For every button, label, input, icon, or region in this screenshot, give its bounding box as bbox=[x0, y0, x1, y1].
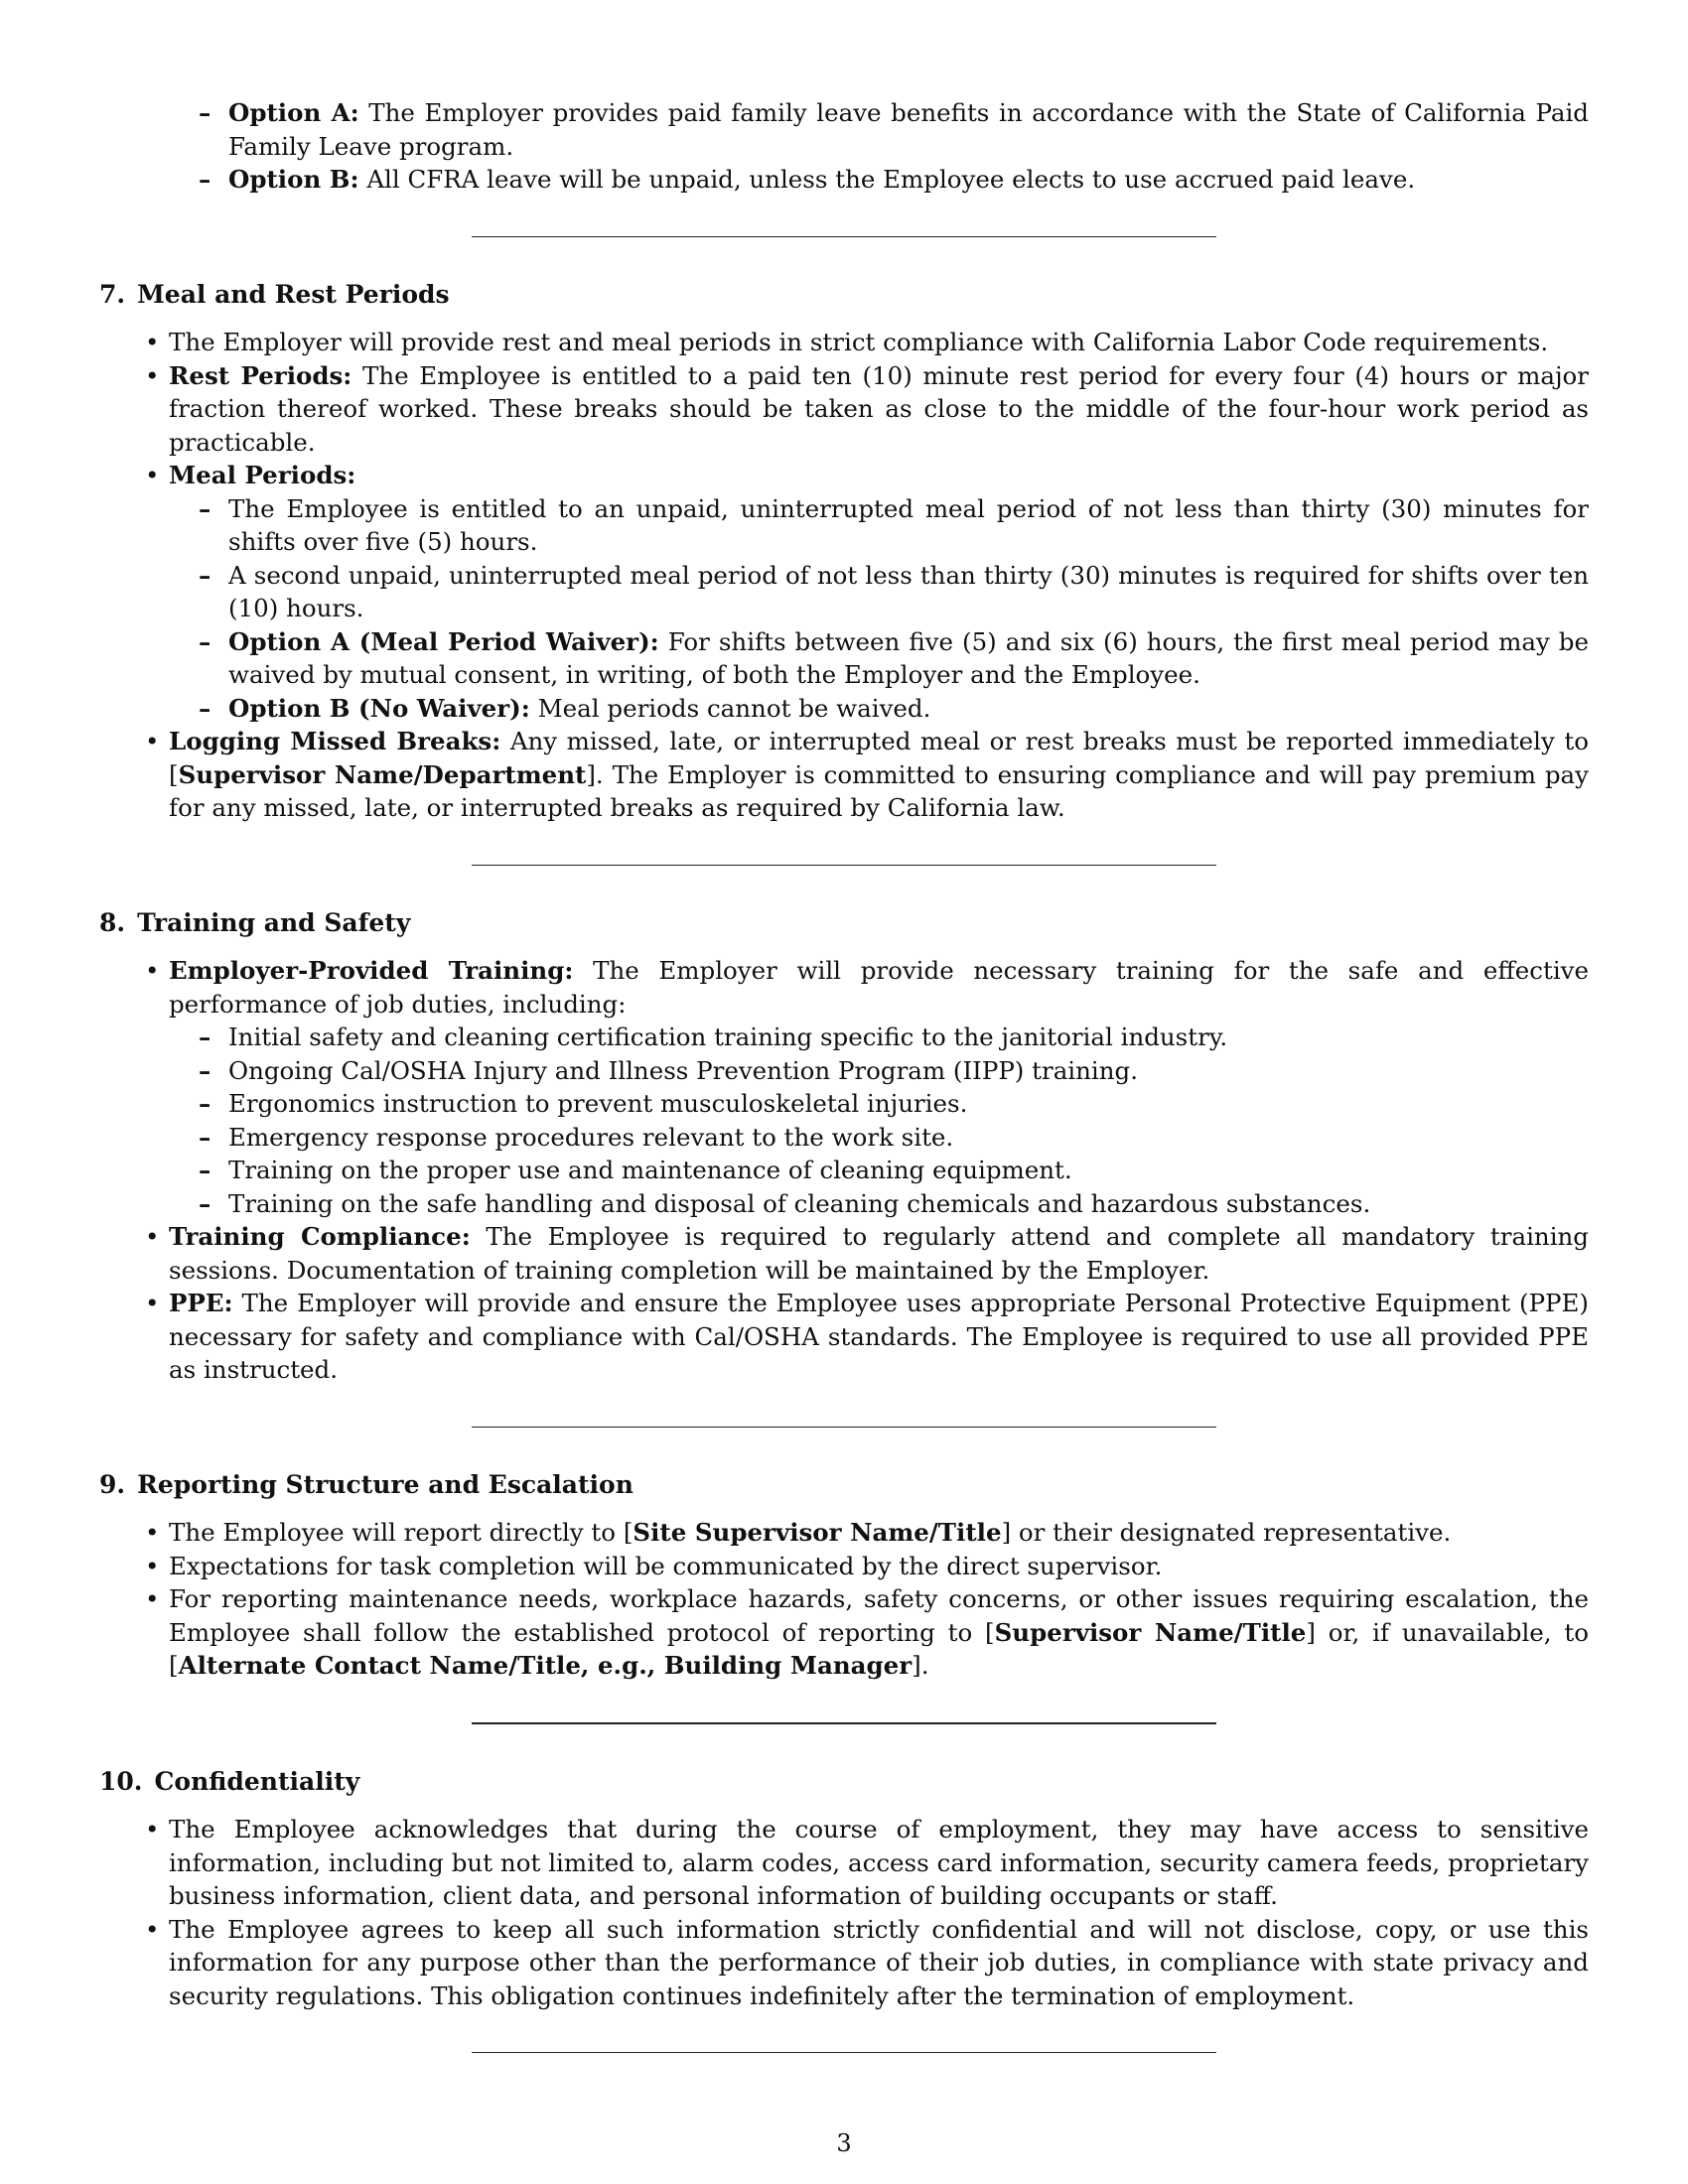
list-item: • Training Compliance: The Employee is required to regularly attend and complete all mandatory training sessions. Documentation of training completion will be maintained by the Employer. bbox=[99, 1220, 1589, 1287]
list-item: – Option A: The Employer provides paid family leave benefits in accordance with the State of California Paid Family Leave program. bbox=[99, 96, 1589, 163]
confidentiality-list bbox=[99, 1813, 1589, 2012]
list-item: • Employer-Provided Training: The Employer will provide necessary training for the safe and effective performance of job duties, including: bbox=[99, 954, 1589, 1021]
list-item: – Training on the safe handling and disposal of cleaning chemicals and hazardous substances. bbox=[99, 1187, 1589, 1221]
list-item: – A second unpaid, uninterrupted meal period of not less than thirty (30) minutes is required for shifts over ten (10) hours. bbox=[99, 559, 1589, 625]
section-divider bbox=[472, 1722, 1216, 1724]
list-item: • The Employee agrees to keep all such information strictly confidential and will not disclose, copy, or use this information for any purpose other than the performance of their job duties, in compliance with state privacy and security regulations. This obligation continues indefinitely after the termination of employment. bbox=[99, 1913, 1589, 2013]
section-divider bbox=[472, 236, 1216, 237]
placeholder-field: Supervisor Name/Department bbox=[178, 759, 587, 789]
reporting-list bbox=[99, 1516, 1589, 1683]
section-divider bbox=[472, 2052, 1216, 2053]
list-item: – Emergency response procedures relevant to the work site. bbox=[99, 1121, 1589, 1155]
list-item: • The Employee will report directly to [Site Supervisor Name/Title] or their designated representative. bbox=[99, 1516, 1589, 1550]
placeholder-field: Supervisor Name/Title bbox=[994, 1617, 1307, 1647]
cfra-options-list bbox=[99, 96, 1589, 197]
list-item: • For reporting maintenance needs, workplace hazards, safety concerns, or other issues requiring escalation, the Employee shall follow the established protocol of reporting to [Supervisor Name/Title] or, if unavailable, to [Alternate Contact Name/Title, e.g., Building Manager]. bbox=[99, 1582, 1589, 1683]
section-divider bbox=[472, 865, 1216, 866]
section-heading-training-safety: 8. Training and Safety bbox=[99, 907, 411, 937]
section-divider bbox=[472, 1427, 1216, 1428]
list-item: – Option B: All CFRA leave will be unpaid, unless the Employee elects to use accrued paid leave. bbox=[99, 163, 1589, 197]
list-item: – Option B (No Waiver): Meal periods cannot be waived. bbox=[99, 692, 1589, 726]
list-item: – Option A (Meal Period Waiver): For shifts between five (5) and six (6) hours, the first meal period may be waived by mutual consent, in writing, of both the Employer and the Employee. bbox=[99, 625, 1589, 692]
list-item: – The Employee is entitled to an unpaid, uninterrupted meal period of not less than thirty (30) minutes for shifts over five (5) hours. bbox=[99, 492, 1589, 559]
list-item: – Ongoing Cal/OSHA Injury and Illness Prevention Program (IIPP) training. bbox=[99, 1054, 1589, 1088]
list-item: – Training on the proper use and maintenance of cleaning equipment. bbox=[99, 1154, 1589, 1187]
section-heading-reporting: 9. Reporting Structure and Escalation bbox=[99, 1469, 633, 1499]
placeholder-field: Site Supervisor Name/Title bbox=[633, 1518, 1002, 1547]
list-item: • Expectations for task completion will be communicated by the direct supervisor. bbox=[99, 1550, 1589, 1583]
meal-rest-list bbox=[99, 326, 1589, 825]
list-item: – Ergonomics instruction to prevent musculoskeletal injuries. bbox=[99, 1087, 1589, 1121]
placeholder-field: Alternate Contact Name/Title, e.g., Building Manager bbox=[178, 1651, 913, 1680]
page-number: 3 bbox=[836, 2129, 852, 2157]
training-safety-list bbox=[99, 954, 1589, 1387]
list-item: • Logging Missed Breaks: Any missed, late, or interrupted meal or rest breaks must be reported immediately to [Supervisor Name/Department]. The Employer is committed to ensuring compliance and will pay premium pay for any missed, late, or interrupted breaks as required by California law. bbox=[99, 725, 1589, 825]
list-item: – Initial safety and cleaning certification training specific to the janitorial industry. bbox=[99, 1021, 1589, 1054]
document-body bbox=[99, 96, 1589, 2053]
list-item: • The Employee acknowledges that during the course of employment, they may have access to sensitive information, including but not limited to, alarm codes, access card information, security camera feeds, proprietary business information, client data, and personal information of building occupants or staff. bbox=[99, 1813, 1589, 1913]
section-heading-confidentiality: 10. Confidentiality bbox=[99, 1766, 360, 1796]
list-item: • The Employer will provide rest and meal periods in strict compliance with California Labor Code requirements. bbox=[99, 326, 1589, 359]
list-item: • PPE: The Employer will provide and ensure the Employee uses appropriate Personal Protective Equipment (PPE) necessary for safety and compliance with Cal/OSHA standards. The Employee is required to use all provided PPE as instructed. bbox=[99, 1287, 1589, 1387]
list-item: • Meal Periods: bbox=[99, 459, 1589, 492]
section-heading-meal-rest: 7. Meal and Rest Periods bbox=[99, 279, 450, 309]
list-item: • Rest Periods: The Employee is entitled to a paid ten (10) minute rest period for every four (4) hours or major fraction thereof worked. These breaks should be taken as close to the middle of the four-hour work period as practicable. bbox=[99, 359, 1589, 460]
